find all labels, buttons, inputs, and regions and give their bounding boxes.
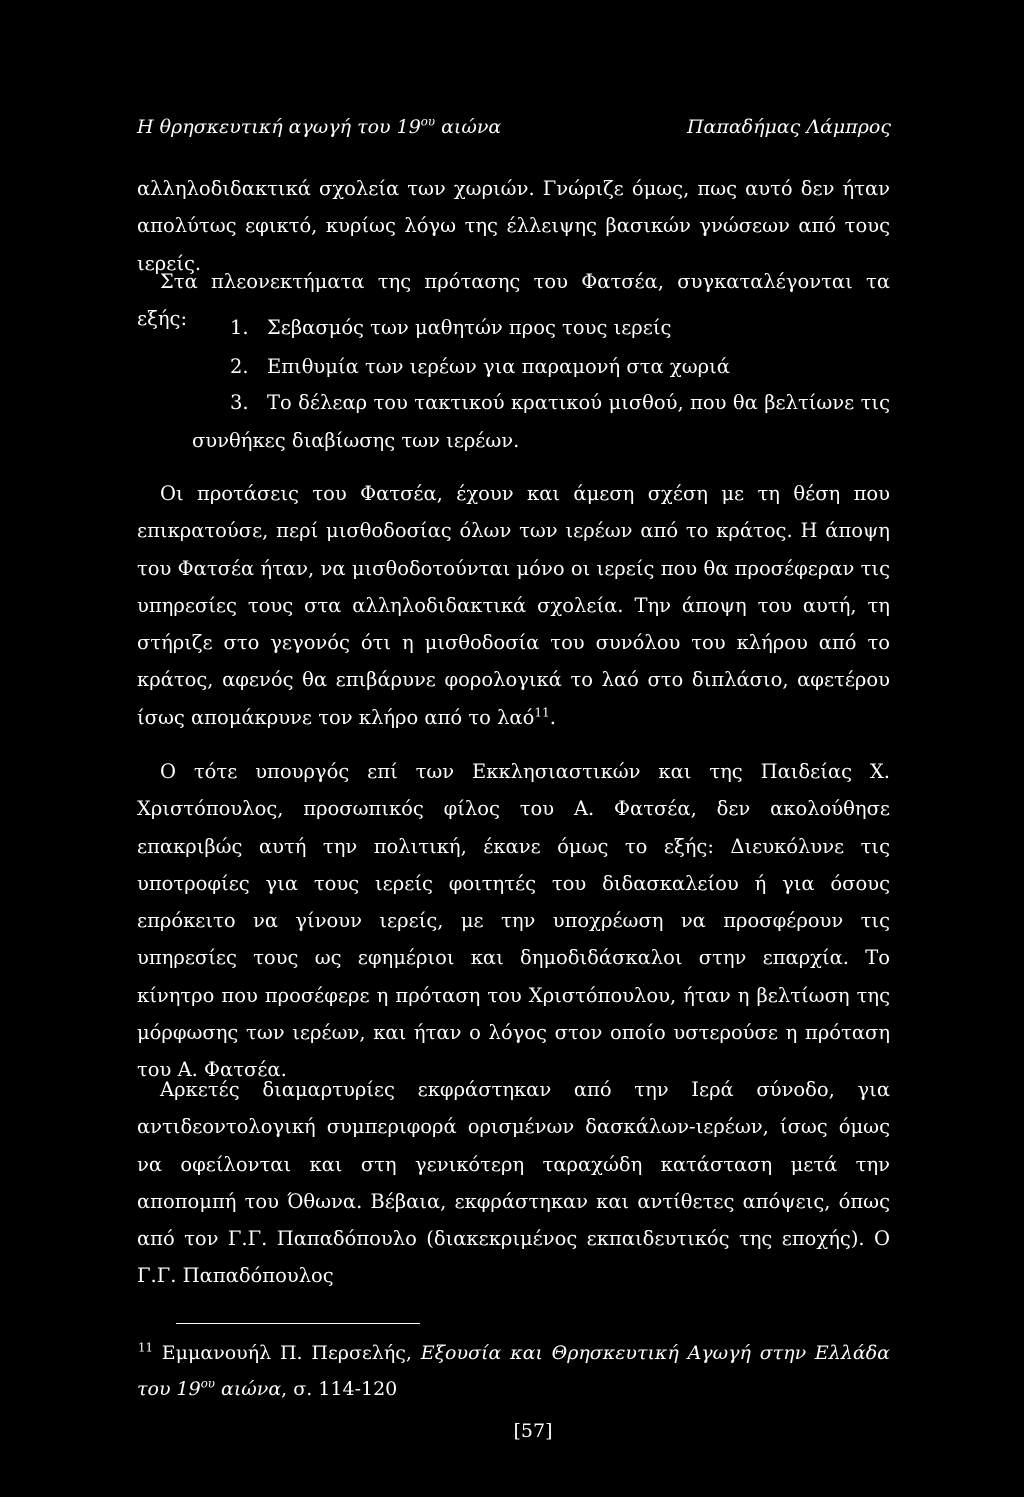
header-title: Η θρησκευτική αγωγή του $19^{o\upsilon}$ αιώνα (137, 114, 502, 138)
document-page: Η θρησκευτική αγωγή του $19^{o\upsilon}$ αιώνα Παπαδήμας Λάμπρος αλληλοδιδακτικά σχολεία των χωριών. Γνώριζε όμως, πως αυτό δεν ήταν απολύτως εφικτό, κυρίως λόγω της έλλειψης βασικών γνώσεων από τους ιερείς. Στα πλεονεκτήματα της πρότασης του Φατσέα, συγκαταλέγονται τα εξής: 1. Σεβασμός των μαθητών προς τους ιερείς 2. Επιθυμία των ιερέων για παραμονή στα χωριά 3. Το δέλεαρ του τακτικού κρατικού μισθού, που θα βελτίωνε τις συνθήκες διαβίωσης των ιερέων. Οι προτάσεις του Φατσέα, έχουν και άμεση σχέση με τη θέση που επικρατούσε, περί μισθοδοσίας όλων των ιερέων από το κράτος. Η άποψη του Φατσέα ήταν, να μισθοδοτούνται μόνο οι ιερείς που θα προσέφεραν τις υπηρεσίες τους στα αλληλοδιδακτικά σχολεία. Την άποψη του αυτή, τη στήριζε στο γεγονός ότι η μισθοδοσία του συνόλου του κλήρου από το κράτος, αφενός θα επιβάρυνε φορολογικά το λαό στο διπλάσιο, αφετέρου ίσως απομάκρυνε τον κλήρο από το λαό$^{11}$. Ο τότε υπουργός επί των Εκκλησιαστικών και της Παιδείας Χ. Χριστόπουλος, προσωπικός φίλος του Α. Φατσέα, δεν ακολούθησε επακριβώς αυτή την πολιτική, έκανε όμως το εξής: Διευκόλυνε τις υποτροφίες για τους ιερείς φοιτητές του διδασκαλείου ή για όσους επρόκειτο να γίνουν ιερείς, με την υποχρέωση να προσφέρουν τις υπηρεσίες τους ως εφημέριοι και δημοδιδάσκαλοι στην επαρχία. Το κίνητρο που προσέφερε η πρόταση του Χριστόπουλου, ήταν η βελτίωση της μόρφωσης των ιερέων, και ήταν ο λόγος στον οποίο υστερούσε η πρόταση του Α. Φατσέα. Αρκετές διαμαρτυρίες εκφράστηκαν από την Ιερά σύνοδο, για αντιδεοντολογική συμπεριφορά ορισμένων δασκάλων-ιερέων, ίσως όμως να οφείλονται και στη γενικότερη ταραχώδη κατάσταση μετά την αποπομπή του Όθωνα. Βέβαια, εκφράστηκαν και αντίθετες απόψεις, όπως από τον Γ.Γ. Παπαδόπουλο (διακεκριμένος εκπαιδευτικός της εποχής). Ο Γ.Γ. Παπαδόπουλος $^{11}$ Εμμανουήλ Π. Περσελής, Εξουσία και Θρησκευτική Αγωγή στην Ελλάδα του $19^{o\upsilon}$ αιώνα, σ. 114-120 [57] (0, 0, 1024, 1497)
header-author: Παπαδήμας Λάμπρος (686, 116, 891, 138)
footnote-ref: 11 (534, 705, 550, 720)
footnote-book-title: Εξουσία και Θρησκευτική Αγωγή στην Ελλάδα του $19^{o\upsilon}$ αιώνα (137, 1342, 890, 1400)
paragraph-protests: Αρκετές διαμαρτυρίες εκφράστηκαν από την Ιερά σύνοδο, για αντιδεοντολογική συμπεριφορά ορισμένων δασκάλων-ιερέων, ίσως όμως να οφείλονται και στη γενικότερη ταραχώδη κατάσταση μετά την αποπομπή του Όθωνα. Βέβαια, εκφράστηκαν και αντίθετες απόψεις, όπως από τον Γ.Γ. Παπαδόπουλο (διακεκριμένος εκπαιδευτικός της εποχής). Ο Γ.Γ. Παπαδόπουλος (137, 1078, 890, 1288)
running-header (137, 116, 891, 146)
footnote-divider (176, 1323, 420, 1324)
paragraph-continuation: αλληλοδιδακτικά σχολεία των χωριών. Γνώριζε όμως, πως αυτό δεν ήταν απολύτως εφικτό, κυρίως λόγω της έλλειψης βασικών γνώσεων από τους ιερείς. (137, 177, 890, 275)
list-item: 3. Το δέλεαρ του τακτικού κρατικού μισθού, που θα βελτίωνε τις συνθήκες διαβίωσης των ιερέων. (192, 391, 890, 452)
page-number: [57] (513, 1420, 553, 1442)
footnote: $^{11}$ Εμμανουήλ Π. Περσελής, Εξουσία και Θρησκευτική Αγωγή στην Ελλάδα του $19^{o\upsilon}$ αιώνα, σ. 114-120 (137, 1340, 890, 1400)
paragraph-advantages-intro: Στα πλεονεκτήματα της πρότασης του Φατσέα, συγκαταλέγονται τα εξής: (137, 270, 890, 331)
paragraph-christopoulos: Ο τότε υπουργός επί των Εκκλησιαστικών και της Παιδείας Χ. Χριστόπουλος, προσωπικός φίλος του Α. Φατσέα, δεν ακολούθησε επακριβώς αυτή την πολιτική, έκανε όμως το εξής: Διευκόλυνε τις υποτροφίες για τους ιερείς φοιτητές του διδασκαλείου ή για όσους επρόκειτο να γίνουν ιερείς, με την υποχρέωση να προσφέρουν τις υπηρεσίες τους ως εφημέριοι και δημοδιδάσκαλοι στην επαρχία. Το κίνητρο που προσέφερε η πρόταση του Χριστόπουλου, ήταν η βελτίωση της μόρφωσης των ιερέων, και ήταν ο λόγος στον οποίο υστερούσε η πρόταση του Α. Φατσέα. (137, 760, 890, 1082)
paragraph-fatseas-proposals: Οι προτάσεις του Φατσέα, έχουν και άμεση σχέση με τη θέση που επικρατούσε, περί μισθοδοσίας όλων των ιερέων από το κράτος. Η άποψη του Φατσέα ήταν, να μισθοδοτούνται μόνο οι ιερείς που θα προσέφεραν τις υπηρεσίες τους στα αλληλοδιδακτικά σχολεία. Την άποψη του αυτή, τη στήριζε στο γεγονός ότι η μισθοδοσία του συνόλου του κλήρου από το κράτος, αφενός θα επιβάρυνε φορολογικά το λαό στο διπλάσιο, αφετέρου ίσως απομάκρυνε τον κλήρο από το λαό$^{11}$. (137, 482, 890, 729)
